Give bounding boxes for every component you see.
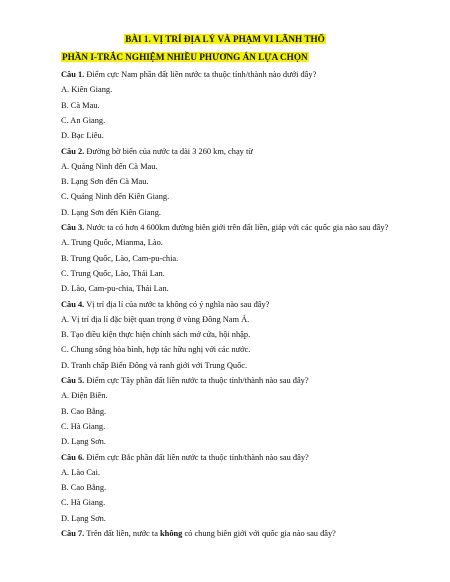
question-number: Câu 2. bbox=[61, 146, 85, 156]
option-a: A. Trung Quốc, Mianma, Lào. bbox=[61, 238, 163, 248]
option-a: A. Vị trí địa lí đặc biệt quan trọng ở vùng Đông Nam Á. bbox=[61, 314, 250, 324]
option-d: D. Lạng Sơn. bbox=[61, 513, 106, 523]
question-number: Câu 6. bbox=[61, 452, 85, 462]
question-number: Câu 5. bbox=[61, 376, 85, 385]
question-text-end: có chung biên giới với quốc gia nào sau đây? bbox=[182, 529, 336, 538]
option-d: D. Lạng Sơn. bbox=[61, 437, 106, 447]
option-d: D. Lạng Sơn đến Kiên Giang. bbox=[61, 207, 162, 217]
option-b: B. Cà Mau. bbox=[61, 100, 100, 110]
section-heading: PHẦN I-TRẮC NGHIỆM NHIỀU PHƯƠNG ÁN LỰA CHỌN bbox=[62, 52, 308, 62]
question-text: Đường bờ biển của nước ta dài 3 260 km, chạy từ bbox=[84, 146, 253, 156]
question-text: Nước ta có hơn 4 600km đường biên giới trên đất liền, giáp với các quốc gia nào sau đây? bbox=[84, 223, 389, 232]
question-7 bbox=[61, 528, 336, 539]
option-d: D. Lào, Cam-pu-chia, Thái Lan. bbox=[61, 284, 169, 294]
question-6 bbox=[61, 452, 309, 463]
option-a: A. Lào Cai. bbox=[61, 467, 101, 477]
option-a: A. Quảng Ninh đến Cà Mau. bbox=[61, 161, 158, 171]
question-text: Điểm cực Tây phần đất liền nước ta thuộc tỉnh/thành nào sau đây? bbox=[84, 376, 309, 385]
question-1 bbox=[61, 69, 316, 80]
option-b: B. Tạo điều kiện thực hiện chính sách mở cửa, hội nhập. bbox=[61, 330, 251, 340]
option-c: C. Quảng Ninh đến Kiên Giang. bbox=[61, 192, 170, 202]
question-5 bbox=[61, 375, 309, 386]
option-a: A. Điện Biên. bbox=[61, 391, 108, 401]
question-number: Câu 3. bbox=[61, 223, 85, 232]
option-b: B. Trung Quốc, Lào, Cam-pu-chia. bbox=[61, 253, 179, 263]
option-c: C. Trung Quốc, Lào, Thái Lan. bbox=[61, 268, 165, 278]
question-text: Trên đất liền, nước ta bbox=[84, 529, 161, 538]
option-c: C. An Giang. bbox=[61, 115, 106, 125]
question-4 bbox=[61, 299, 269, 310]
option-b: B. Cao Bằng. bbox=[61, 406, 107, 416]
option-d: D. Tranh chấp Biển Đông và ranh giới với Trung Quốc. bbox=[61, 360, 248, 370]
question-text: Điểm cực Nam phần đất liền nước ta thuộc tỉnh/thành nào dưới đây? bbox=[84, 70, 317, 79]
option-c: C. Hà Giang. bbox=[61, 498, 106, 508]
option-d: D. Bạc Liêu. bbox=[61, 131, 104, 141]
emphasis-word: không bbox=[160, 529, 183, 538]
question-text: Vị trí địa lí của nước ta không có ý nghĩa nào sau đây? bbox=[84, 299, 270, 309]
question-text: Điểm cực Bắc phần đất liền nước ta thuộc tỉnh/thành nào sau đây? bbox=[84, 452, 309, 462]
question-number: Câu 4. bbox=[61, 299, 85, 309]
option-c: C. Chung sống hòa bình, hợp tác hữu nghị với các nước. bbox=[61, 345, 251, 355]
option-b: B. Lạng Sơn đến Cà Mau. bbox=[61, 177, 149, 187]
question-number: Câu 7. bbox=[61, 529, 85, 538]
question-2 bbox=[61, 146, 253, 157]
option-b: B. Cao Bằng. bbox=[61, 483, 107, 493]
question-number: Câu 1. bbox=[61, 70, 85, 79]
option-a: A. Kiên Giang. bbox=[61, 85, 113, 95]
page-title: BÀI 1. VỊ TRÍ ĐỊA LÝ VÀ PHẠM VI LÃNH THỔ bbox=[125, 34, 325, 44]
option-c: C. Hà Giang. bbox=[61, 421, 106, 431]
question-3 bbox=[61, 222, 388, 233]
